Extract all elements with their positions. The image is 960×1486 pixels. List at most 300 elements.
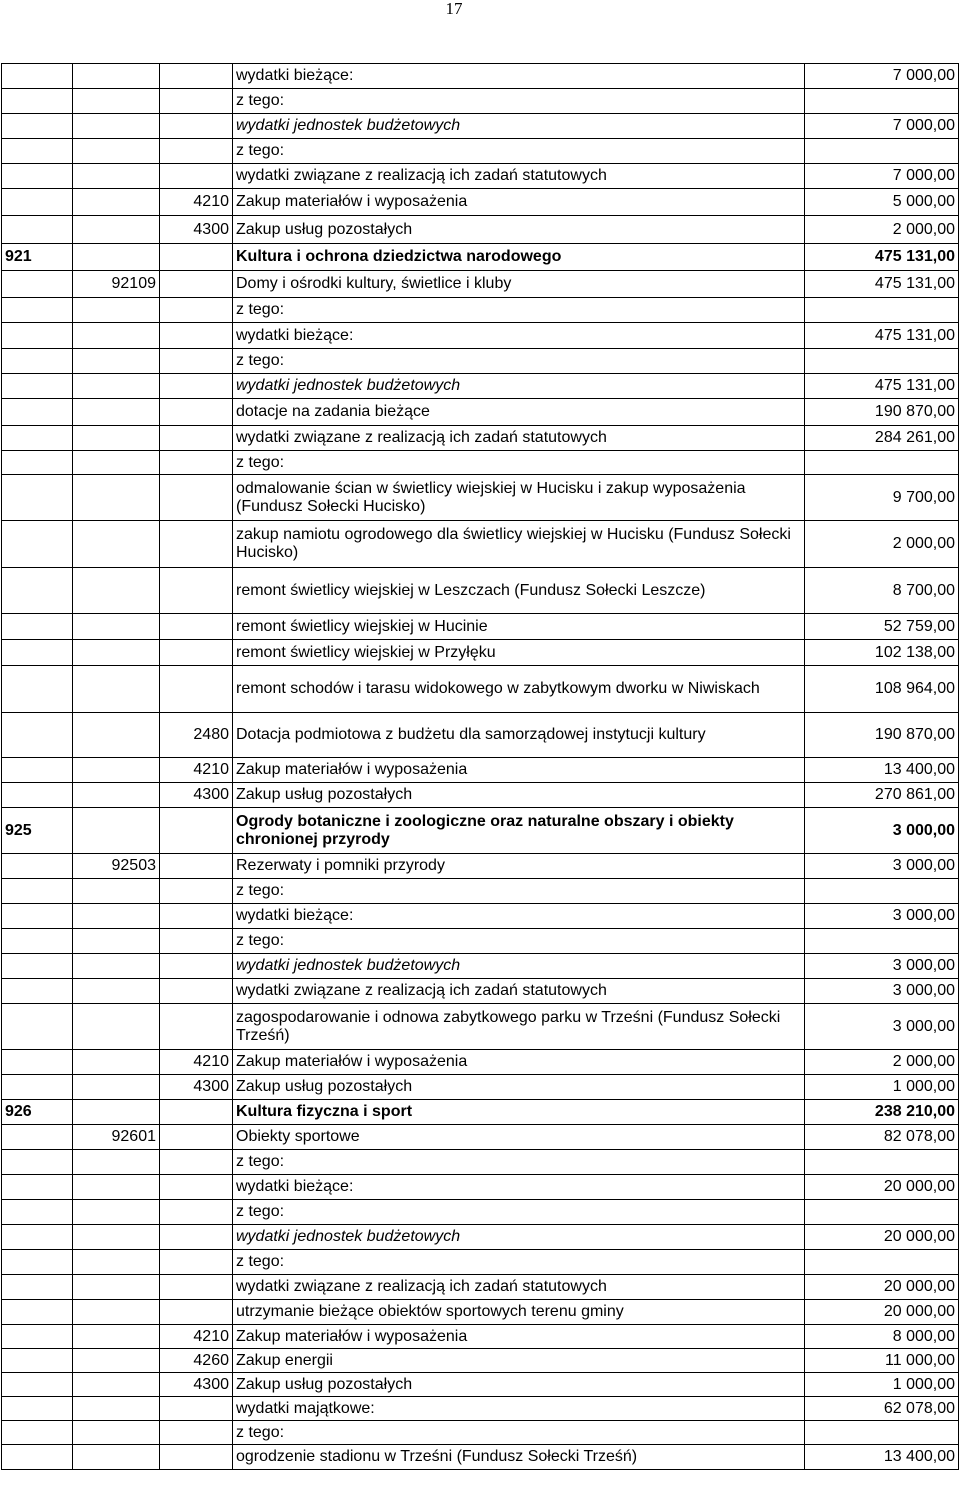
amount-cell: 238 210,00 — [805, 1100, 959, 1125]
item-name-cell: z tego: — [233, 298, 805, 323]
section-code-cell — [2, 1325, 73, 1349]
paragraph-code-cell — [160, 979, 233, 1004]
amount-cell: 8 000,00 — [805, 1325, 959, 1349]
paragraph-code-cell — [160, 1275, 233, 1300]
chapter-code-cell — [73, 1397, 160, 1421]
amount-cell — [805, 1200, 959, 1225]
table-row — [2, 164, 959, 189]
chapter-code-cell — [73, 979, 160, 1004]
chapter-code-cell — [73, 1300, 160, 1325]
paragraph-code-cell — [160, 1150, 233, 1175]
amount-cell — [805, 879, 959, 904]
item-name-cell: odmalowanie ścian w świetlicy wiejskiej w Hucisku i zakup wyposażenia (Fundusz Sołecki Hucisko) — [233, 475, 805, 521]
table-row — [2, 1075, 959, 1100]
chapter-code-cell — [73, 1050, 160, 1075]
table-row — [2, 1175, 959, 1200]
table-row — [2, 399, 959, 426]
paragraph-code-cell — [160, 879, 233, 904]
chapter-code-cell — [73, 614, 160, 640]
table-row — [2, 758, 959, 783]
table-row — [2, 808, 959, 854]
section-code-cell — [2, 426, 73, 451]
amount-cell: 5 000,00 — [805, 189, 959, 216]
item-name-cell: wydatki bieżące: — [233, 323, 805, 349]
amount-cell — [805, 139, 959, 164]
paragraph-code-cell: 4260 — [160, 1349, 233, 1373]
item-name-cell: zakup namiotu ogrodowego dla świetlicy wiejskiej w Hucisku (Fundusz Sołecki Hucisko) — [233, 521, 805, 568]
item-name-cell: wydatki związane z realizacją ich zadań statutowych — [233, 426, 805, 451]
table-row — [2, 1300, 959, 1325]
chapter-code-cell — [73, 783, 160, 808]
section-code-cell — [2, 758, 73, 783]
chapter-code-cell — [73, 568, 160, 614]
section-code-cell — [2, 216, 73, 244]
paragraph-code-cell — [160, 1125, 233, 1150]
amount-cell: 475 131,00 — [805, 374, 959, 399]
paragraph-code-cell — [160, 614, 233, 640]
chapter-code-cell — [73, 640, 160, 666]
amount-cell: 3 000,00 — [805, 854, 959, 879]
chapter-code-cell — [73, 1421, 160, 1445]
amount-cell: 2 000,00 — [805, 216, 959, 244]
item-name-cell: z tego: — [233, 929, 805, 954]
item-name-cell: z tego: — [233, 879, 805, 904]
item-name-cell: z tego: — [233, 1150, 805, 1175]
chapter-code-cell — [73, 374, 160, 399]
table-row — [2, 1349, 959, 1373]
amount-cell: 20 000,00 — [805, 1225, 959, 1250]
paragraph-code-cell — [160, 904, 233, 929]
item-name-cell: Kultura i ochrona dziedzictwa narodowego — [233, 244, 805, 271]
amount-cell: 7 000,00 — [805, 114, 959, 139]
item-name-cell: Zakup materiałów i wyposażenia — [233, 189, 805, 216]
section-code-cell — [2, 904, 73, 929]
section-code-cell — [2, 399, 73, 426]
paragraph-code-cell — [160, 64, 233, 89]
paragraph-code-cell — [160, 1100, 233, 1125]
chapter-code-cell — [73, 666, 160, 713]
item-name-cell: Zakup energii — [233, 1349, 805, 1373]
item-name-cell: utrzymanie bieżące obiektów sportowych terenu gminy — [233, 1300, 805, 1325]
table-row — [2, 89, 959, 114]
chapter-code-cell — [73, 1325, 160, 1349]
chapter-code-cell — [73, 1175, 160, 1200]
table-row — [2, 904, 959, 929]
amount-cell: 7 000,00 — [805, 64, 959, 89]
table-row — [2, 1150, 959, 1175]
table-row — [2, 1275, 959, 1300]
table-row — [2, 640, 959, 666]
chapter-code-cell — [73, 244, 160, 271]
amount-cell: 20 000,00 — [805, 1300, 959, 1325]
table-row — [2, 271, 959, 298]
chapter-code-cell — [73, 451, 160, 475]
section-code-cell — [2, 374, 73, 399]
amount-cell: 270 861,00 — [805, 783, 959, 808]
amount-cell: 2 000,00 — [805, 521, 959, 568]
section-code-cell — [2, 164, 73, 189]
section-code-cell — [2, 783, 73, 808]
section-code-cell — [2, 1200, 73, 1225]
table-row — [2, 1225, 959, 1250]
table-row — [2, 666, 959, 713]
budget-table — [1, 63, 959, 1470]
chapter-code-cell — [73, 1349, 160, 1373]
section-code-cell — [2, 271, 73, 298]
paragraph-code-cell: 4210 — [160, 758, 233, 783]
section-code-cell — [2, 854, 73, 879]
chapter-code-cell — [73, 475, 160, 521]
section-code-cell — [2, 979, 73, 1004]
paragraph-code-cell — [160, 1300, 233, 1325]
chapter-code-cell — [73, 929, 160, 954]
item-name-cell: Zakup materiałów i wyposażenia — [233, 1050, 805, 1075]
page-number: 17 — [445, 0, 463, 18]
section-code-cell — [2, 929, 73, 954]
item-name-cell: wydatki związane z realizacją ich zadań statutowych — [233, 979, 805, 1004]
table-row — [2, 614, 959, 640]
item-name-cell: z tego: — [233, 89, 805, 114]
chapter-code-cell — [73, 1445, 160, 1470]
amount-cell — [805, 929, 959, 954]
item-name-cell: Zakup usług pozostałych — [233, 1075, 805, 1100]
section-code-cell — [2, 713, 73, 758]
paragraph-code-cell — [160, 1250, 233, 1275]
amount-cell: 1 000,00 — [805, 1373, 959, 1397]
paragraph-code-cell — [160, 521, 233, 568]
section-code-cell — [2, 323, 73, 349]
section-code-cell — [2, 349, 73, 374]
amount-cell: 3 000,00 — [805, 904, 959, 929]
section-code-cell — [2, 298, 73, 323]
item-name-cell: wydatki bieżące: — [233, 904, 805, 929]
amount-cell: 3 000,00 — [805, 979, 959, 1004]
section-code-cell — [2, 1445, 73, 1470]
amount-cell: 475 131,00 — [805, 323, 959, 349]
chapter-code-cell — [73, 139, 160, 164]
table-row — [2, 1421, 959, 1445]
chapter-code-cell — [73, 879, 160, 904]
amount-cell: 3 000,00 — [805, 1004, 959, 1050]
section-code-cell — [2, 1421, 73, 1445]
table-row — [2, 475, 959, 521]
amount-cell: 102 138,00 — [805, 640, 959, 666]
table-row — [2, 1325, 959, 1349]
item-name-cell: wydatki jednostek budżetowych — [233, 954, 805, 979]
section-code-cell — [2, 1250, 73, 1275]
item-name-cell: Kultura fizyczna i sport — [233, 1100, 805, 1125]
chapter-code-cell — [73, 114, 160, 139]
amount-cell: 11 000,00 — [805, 1349, 959, 1373]
paragraph-code-cell — [160, 271, 233, 298]
amount-cell: 8 700,00 — [805, 568, 959, 614]
section-code-cell — [2, 521, 73, 568]
amount-cell — [805, 1150, 959, 1175]
table-row — [2, 349, 959, 374]
chapter-code-cell — [73, 758, 160, 783]
chapter-code-cell — [73, 298, 160, 323]
chapter-code-cell — [73, 521, 160, 568]
section-code-cell — [2, 1275, 73, 1300]
section-code-cell — [2, 1225, 73, 1250]
item-name-cell: Zakup usług pozostałych — [233, 216, 805, 244]
section-code-cell — [2, 954, 73, 979]
item-name-cell: remont świetlicy wiejskiej w Przyłęku — [233, 640, 805, 666]
table-row — [2, 323, 959, 349]
amount-cell: 190 870,00 — [805, 399, 959, 426]
chapter-code-cell — [73, 808, 160, 854]
section-code-cell: 926 — [2, 1100, 73, 1125]
item-name-cell: Dotacja podmiotowa z budżetu dla samorządowej instytucji kultury — [233, 713, 805, 758]
paragraph-code-cell — [160, 1175, 233, 1200]
chapter-code-cell — [73, 1100, 160, 1125]
item-name-cell: z tego: — [233, 139, 805, 164]
table-row — [2, 954, 959, 979]
section-code-cell — [2, 666, 73, 713]
amount-cell: 475 131,00 — [805, 244, 959, 271]
table-row — [2, 979, 959, 1004]
paragraph-code-cell — [160, 426, 233, 451]
section-code-cell — [2, 451, 73, 475]
paragraph-code-cell — [160, 666, 233, 713]
item-name-cell: dotacje na zadania bieżące — [233, 399, 805, 426]
amount-cell — [805, 298, 959, 323]
paragraph-code-cell — [160, 323, 233, 349]
paragraph-code-cell — [160, 808, 233, 854]
section-code-cell — [2, 879, 73, 904]
item-name-cell: wydatki bieżące: — [233, 64, 805, 89]
paragraph-code-cell — [160, 1445, 233, 1470]
paragraph-code-cell — [160, 298, 233, 323]
item-name-cell: z tego: — [233, 1421, 805, 1445]
table-row — [2, 713, 959, 758]
paragraph-code-cell — [160, 954, 233, 979]
chapter-code-cell — [73, 189, 160, 216]
budget-table-body — [2, 64, 959, 1470]
paragraph-code-cell — [160, 451, 233, 475]
paragraph-code-cell — [160, 164, 233, 189]
chapter-code-cell — [73, 64, 160, 89]
table-row — [2, 521, 959, 568]
chapter-code-cell: 92503 — [73, 854, 160, 879]
chapter-code-cell — [73, 1373, 160, 1397]
chapter-code-cell — [73, 89, 160, 114]
section-code-cell — [2, 640, 73, 666]
paragraph-code-cell: 4300 — [160, 1373, 233, 1397]
paragraph-code-cell — [160, 640, 233, 666]
chapter-code-cell: 92601 — [73, 1125, 160, 1150]
item-name-cell: wydatki majątkowe: — [233, 1397, 805, 1421]
table-row — [2, 189, 959, 216]
table-row — [2, 298, 959, 323]
amount-cell — [805, 1250, 959, 1275]
amount-cell: 20 000,00 — [805, 1275, 959, 1300]
item-name-cell: z tego: — [233, 1200, 805, 1225]
table-row — [2, 568, 959, 614]
section-code-cell — [2, 89, 73, 114]
section-code-cell — [2, 1397, 73, 1421]
paragraph-code-cell: 4300 — [160, 783, 233, 808]
chapter-code-cell — [73, 1004, 160, 1050]
table-row — [2, 244, 959, 271]
paragraph-code-cell — [160, 1397, 233, 1421]
item-name-cell: wydatki jednostek budżetowych — [233, 114, 805, 139]
chapter-code-cell — [73, 399, 160, 426]
table-row — [2, 1004, 959, 1050]
amount-cell: 1 000,00 — [805, 1075, 959, 1100]
amount-cell: 13 400,00 — [805, 758, 959, 783]
table-row — [2, 426, 959, 451]
amount-cell: 475 131,00 — [805, 271, 959, 298]
paragraph-code-cell — [160, 114, 233, 139]
section-code-cell — [2, 1349, 73, 1373]
amount-cell: 190 870,00 — [805, 713, 959, 758]
chapter-code-cell — [73, 1200, 160, 1225]
paragraph-code-cell — [160, 929, 233, 954]
table-row — [2, 1250, 959, 1275]
chapter-code-cell — [73, 426, 160, 451]
paragraph-code-cell — [160, 1004, 233, 1050]
section-code-cell — [2, 1373, 73, 1397]
table-row — [2, 64, 959, 89]
table-row — [2, 1200, 959, 1225]
item-name-cell: wydatki związane z realizacją ich zadań statutowych — [233, 1275, 805, 1300]
amount-cell — [805, 349, 959, 374]
amount-cell — [805, 89, 959, 114]
amount-cell: 108 964,00 — [805, 666, 959, 713]
chapter-code-cell — [73, 1250, 160, 1275]
chapter-code-cell — [73, 713, 160, 758]
chapter-code-cell — [73, 216, 160, 244]
chapter-code-cell — [73, 1075, 160, 1100]
amount-cell — [805, 1421, 959, 1445]
paragraph-code-cell — [160, 1421, 233, 1445]
table-row — [2, 1050, 959, 1075]
item-name-cell: wydatki jednostek budżetowych — [233, 1225, 805, 1250]
section-code-cell — [2, 139, 73, 164]
item-name-cell: ogrodzenie stadionu w Trześni (Fundusz Sołecki Trześń) — [233, 1445, 805, 1470]
section-code-cell — [2, 1050, 73, 1075]
item-name-cell: Domy i ośrodki kultury, świetlice i kluby — [233, 271, 805, 298]
item-name-cell: wydatki związane z realizacją ich zadań statutowych — [233, 164, 805, 189]
item-name-cell: remont świetlicy wiejskiej w Hucinie — [233, 614, 805, 640]
table-row — [2, 1100, 959, 1125]
amount-cell: 20 000,00 — [805, 1175, 959, 1200]
item-name-cell: z tego: — [233, 349, 805, 374]
chapter-code-cell: 92109 — [73, 271, 160, 298]
section-code-cell — [2, 1004, 73, 1050]
item-name-cell: z tego: — [233, 1250, 805, 1275]
paragraph-code-cell: 4210 — [160, 1325, 233, 1349]
table-row — [2, 929, 959, 954]
amount-cell: 7 000,00 — [805, 164, 959, 189]
chapter-code-cell — [73, 904, 160, 929]
paragraph-code-cell — [160, 1200, 233, 1225]
section-code-cell: 925 — [2, 808, 73, 854]
paragraph-code-cell — [160, 374, 233, 399]
item-name-cell: wydatki bieżące: — [233, 1175, 805, 1200]
table-row — [2, 114, 959, 139]
table-row — [2, 1373, 959, 1397]
item-name-cell: remont świetlicy wiejskiej w Leszczach (Fundusz Sołecki Leszcze) — [233, 568, 805, 614]
table-row — [2, 1397, 959, 1421]
paragraph-code-cell — [160, 89, 233, 114]
paragraph-code-cell: 2480 — [160, 713, 233, 758]
section-code-cell — [2, 1175, 73, 1200]
amount-cell: 52 759,00 — [805, 614, 959, 640]
item-name-cell: Zakup materiałów i wyposażenia — [233, 1325, 805, 1349]
paragraph-code-cell — [160, 349, 233, 374]
chapter-code-cell — [73, 1225, 160, 1250]
section-code-cell — [2, 614, 73, 640]
amount-cell: 62 078,00 — [805, 1397, 959, 1421]
item-name-cell: Zakup usług pozostałych — [233, 783, 805, 808]
section-code-cell: 921 — [2, 244, 73, 271]
paragraph-code-cell — [160, 568, 233, 614]
chapter-code-cell — [73, 323, 160, 349]
chapter-code-cell — [73, 1275, 160, 1300]
paragraph-code-cell — [160, 475, 233, 521]
paragraph-code-cell — [160, 854, 233, 879]
paragraph-code-cell — [160, 399, 233, 426]
chapter-code-cell — [73, 349, 160, 374]
table-row — [2, 783, 959, 808]
section-code-cell — [2, 1150, 73, 1175]
table-row — [2, 139, 959, 164]
amount-cell: 3 000,00 — [805, 954, 959, 979]
item-name-cell: z tego: — [233, 451, 805, 475]
item-name-cell: zagospodarowanie i odnowa zabytkowego parku w Trześni (Fundusz Sołecki Trześń) — [233, 1004, 805, 1050]
section-code-cell — [2, 64, 73, 89]
item-name-cell: Zakup usług pozostałych — [233, 1373, 805, 1397]
amount-cell: 284 261,00 — [805, 426, 959, 451]
item-name-cell: Zakup materiałów i wyposażenia — [233, 758, 805, 783]
table-row — [2, 374, 959, 399]
item-name-cell: Rezerwaty i pomniki przyrody — [233, 854, 805, 879]
amount-cell: 2 000,00 — [805, 1050, 959, 1075]
section-code-cell — [2, 189, 73, 216]
section-code-cell — [2, 1075, 73, 1100]
section-code-cell — [2, 114, 73, 139]
amount-cell — [805, 451, 959, 475]
table-row — [2, 451, 959, 475]
section-code-cell — [2, 1300, 73, 1325]
table-row — [2, 1445, 959, 1470]
paragraph-code-cell: 4210 — [160, 1050, 233, 1075]
paragraph-code-cell — [160, 139, 233, 164]
table-row — [2, 1125, 959, 1150]
chapter-code-cell — [73, 1150, 160, 1175]
table-row — [2, 216, 959, 244]
amount-cell: 82 078,00 — [805, 1125, 959, 1150]
item-name-cell: remont schodów i tarasu widokowego w zabytkowym dworku w Niwiskach — [233, 666, 805, 713]
item-name-cell: Obiekty sportowe — [233, 1125, 805, 1150]
paragraph-code-cell: 4300 — [160, 216, 233, 244]
paragraph-code-cell — [160, 244, 233, 271]
chapter-code-cell — [73, 164, 160, 189]
item-name-cell: Ogrody botaniczne i zoologiczne oraz naturalne obszary i obiekty chronionej przyrody — [233, 808, 805, 854]
amount-cell: 3 000,00 — [805, 808, 959, 854]
paragraph-code-cell: 4210 — [160, 189, 233, 216]
paragraph-code-cell — [160, 1225, 233, 1250]
paragraph-code-cell: 4300 — [160, 1075, 233, 1100]
section-code-cell — [2, 475, 73, 521]
section-code-cell — [2, 1125, 73, 1150]
section-code-cell — [2, 568, 73, 614]
amount-cell: 13 400,00 — [805, 1445, 959, 1470]
table-row — [2, 854, 959, 879]
item-name-cell: wydatki jednostek budżetowych — [233, 374, 805, 399]
